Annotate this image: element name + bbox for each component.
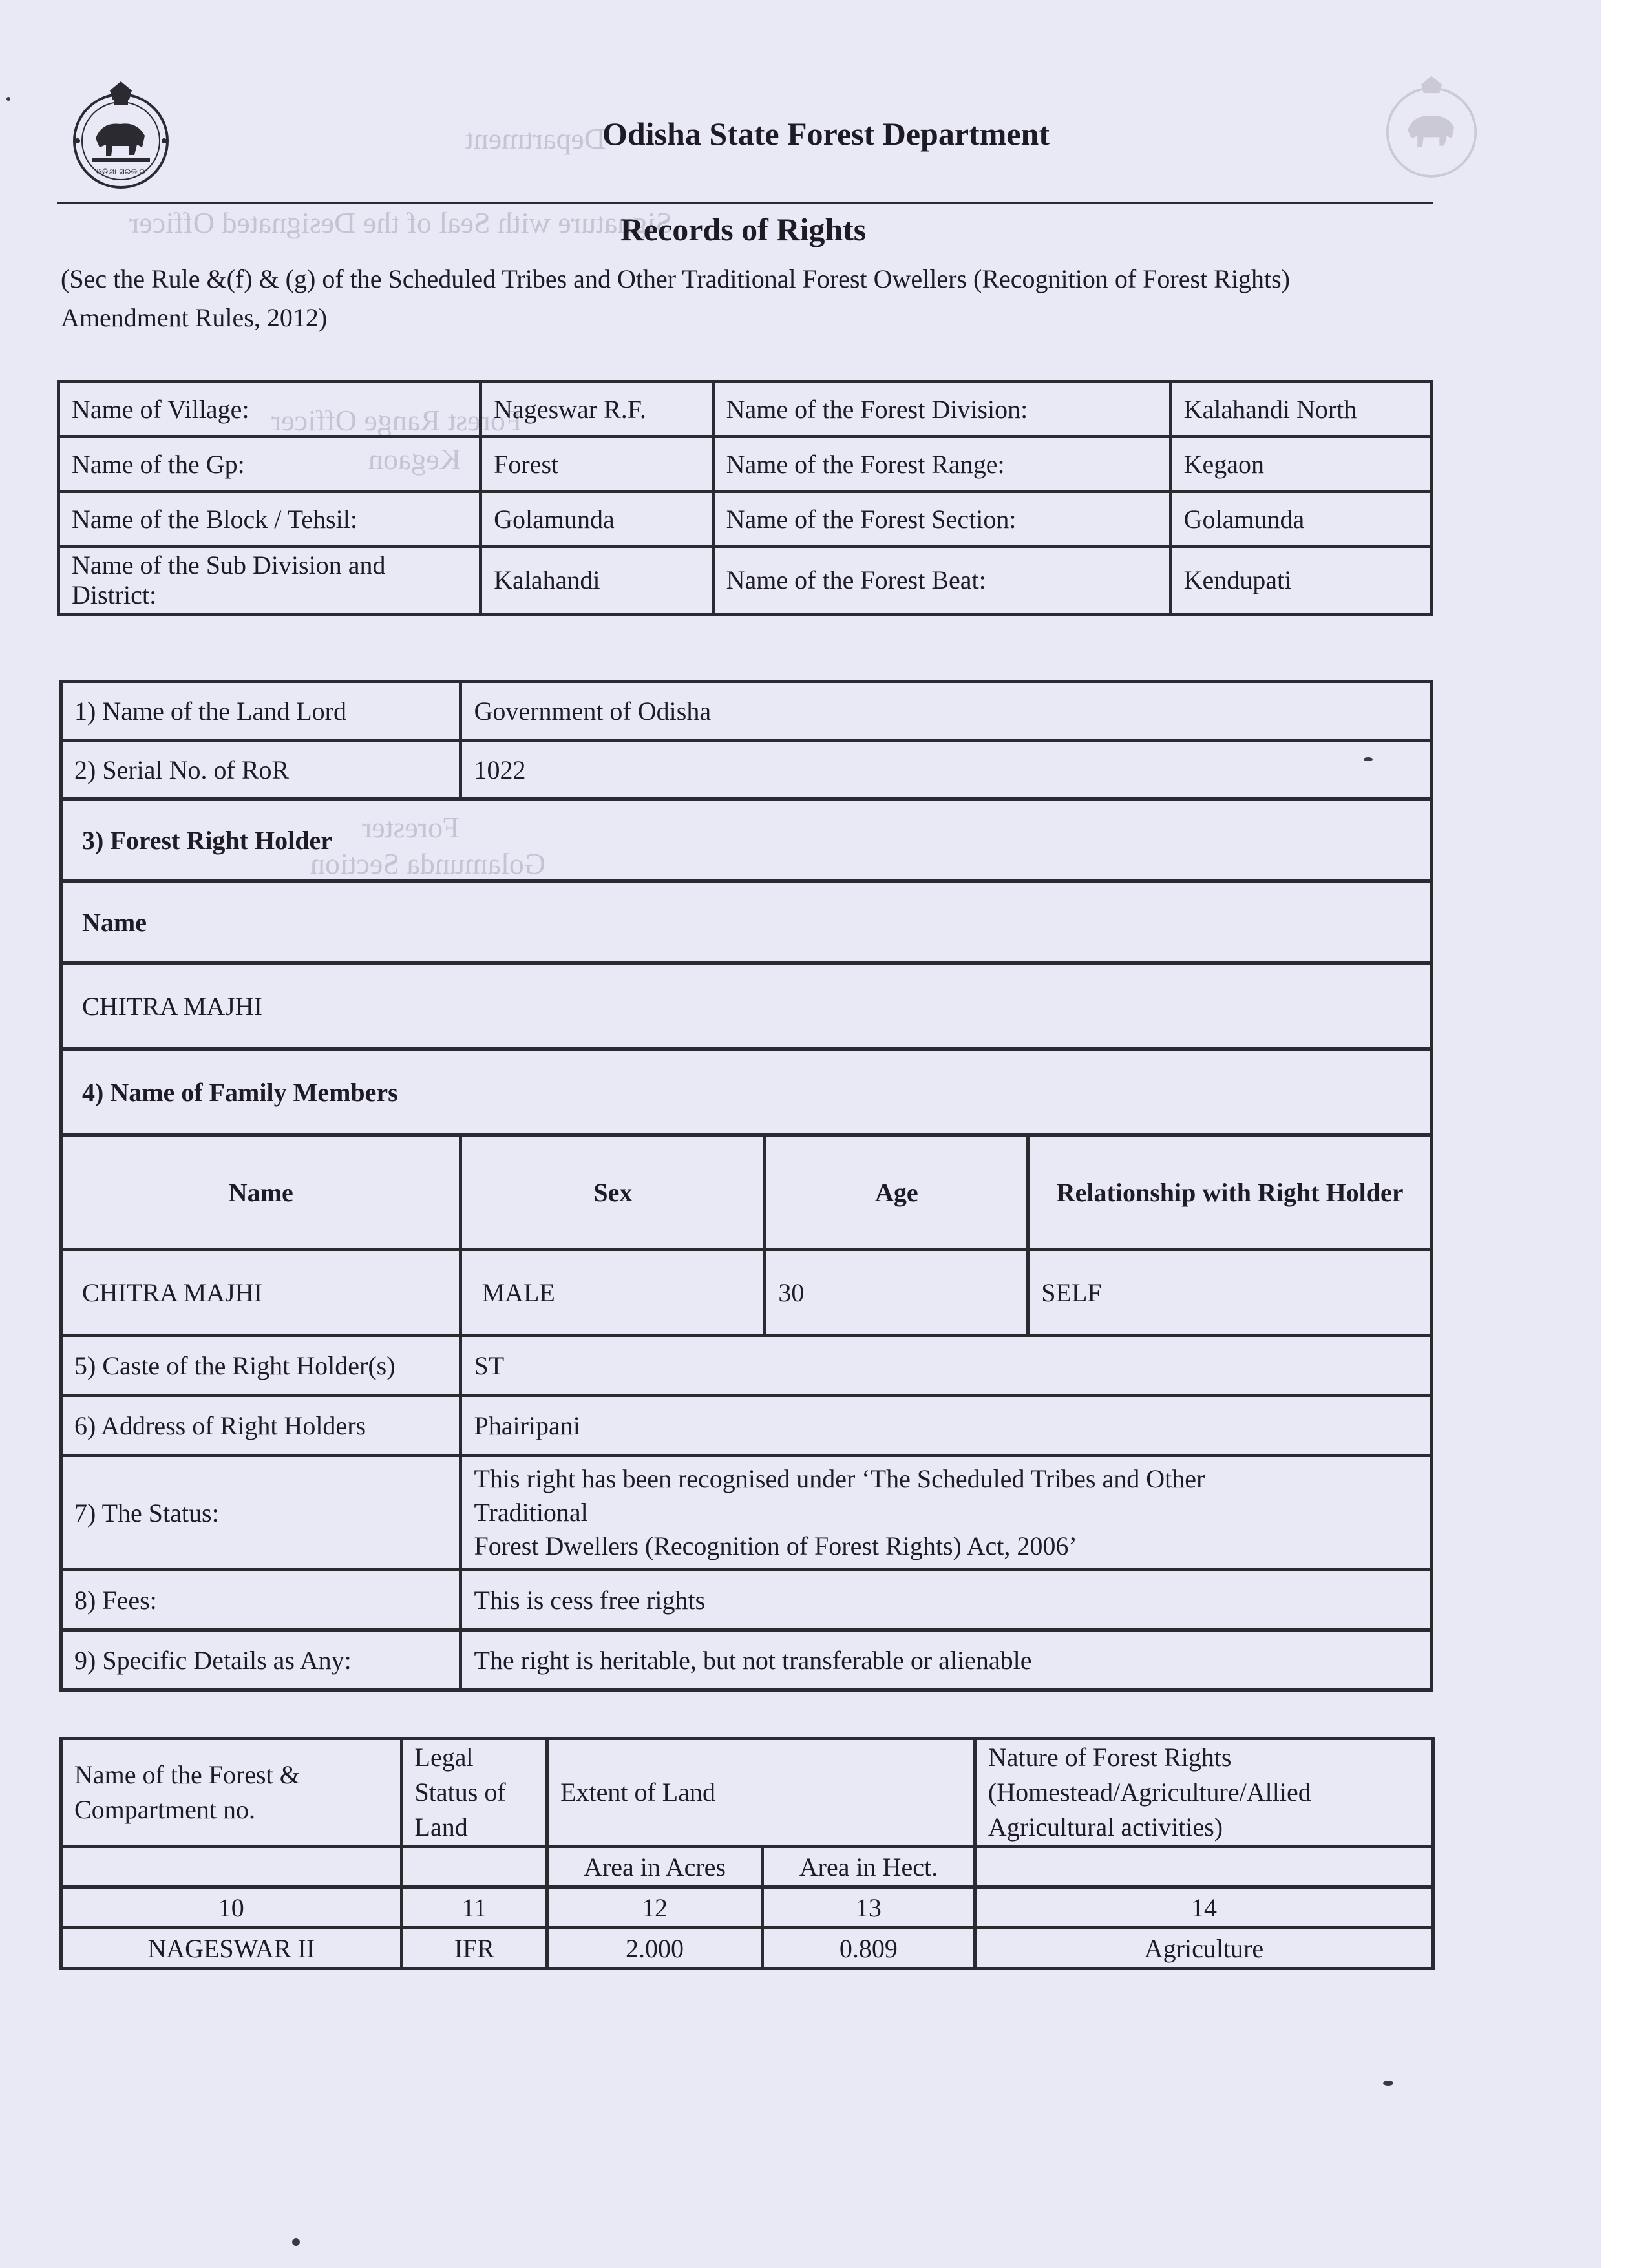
- landlord-row: [61, 682, 1432, 740]
- land-forest-value: NAGESWAR II: [61, 1928, 402, 1969]
- svg-text:ଓଡ଼ିଶା ସରକାର: ଓଡ଼ିଶା ସରକାର: [96, 167, 146, 177]
- land-sub-hect: Area in Hect.: [762, 1847, 975, 1887]
- scanner-margin: [1601, 0, 1648, 2268]
- land-sub-empty-2: [401, 1847, 547, 1887]
- member-name: CHITRA MAJHI: [61, 1250, 461, 1336]
- fees-label: 8) Fees:: [61, 1570, 461, 1630]
- land-legal-value: IFR: [401, 1928, 547, 1969]
- bleed-through-range-officer: Forest Range Officer: [271, 404, 522, 437]
- family-heading-row: [61, 1049, 1432, 1135]
- beat-value: Kendupati: [1170, 547, 1431, 614]
- gp-value: Forest: [481, 437, 713, 492]
- beat-label: Name of the Forest Beat:: [713, 547, 1170, 614]
- block-value: Golamunda: [481, 492, 713, 547]
- land-sub-empty-3: [975, 1847, 1433, 1887]
- status-label: 7) The Status:: [61, 1456, 461, 1570]
- details-label: 9) Specific Details as Any:: [61, 1630, 461, 1690]
- serial-value: 1022: [461, 740, 1432, 799]
- bleed-through-kegaon: Kegaon: [368, 443, 461, 476]
- details-value: The right is heritable, but not transferable or alienable: [461, 1630, 1432, 1690]
- land-num-14: 14: [975, 1887, 1433, 1928]
- land-hect-value: 0.809: [762, 1928, 975, 1969]
- village-value: Nageswar R.F.: [481, 382, 713, 437]
- land-col-nature: Nature of Forest Rights (Homestead/Agriculture/Allied Agricultural activities): [975, 1739, 1433, 1847]
- holder-heading-row: [61, 799, 1432, 881]
- village-label: Name of Village:: [59, 382, 481, 437]
- status-value: [461, 1456, 1432, 1570]
- family-col-name: Name: [61, 1135, 461, 1250]
- preamble-text: (Sec the Rule &(f) & (g) of the Scheduled Tribes and Other Traditional Forest Owellers (Recognition of Forest Rights) Amendment Rules, 2012): [61, 264, 1290, 332]
- holder-name-row: [61, 963, 1432, 1049]
- land-col-extent: Extent of Land: [547, 1739, 975, 1847]
- caste-row: [61, 1336, 1432, 1396]
- division-value: Kalahandi North: [1170, 382, 1431, 437]
- caste-value: ST: [461, 1336, 1432, 1396]
- landlord-label: 1) Name of the Land Lord: [61, 682, 461, 740]
- section-label: Name of the Forest Section:: [713, 492, 1170, 547]
- member-relationship: SELF: [1028, 1250, 1432, 1336]
- status-line-3: Forest Dwellers (Recognition of Forest Rights) Act, 2006’: [474, 1531, 1077, 1560]
- bleed-through-section: Golamunda Section: [310, 847, 546, 880]
- block-label: Name of the Block / Tehsil:: [59, 492, 481, 547]
- record-table: [59, 680, 1433, 1692]
- scan-speck: [1383, 2081, 1393, 2086]
- range-label: Name of the Forest Range:: [713, 437, 1170, 492]
- family-col-relationship: Relationship with Right Holder: [1028, 1135, 1432, 1250]
- member-sex: MALE: [461, 1250, 765, 1336]
- address-row: [61, 1396, 1432, 1456]
- holder-heading: 3) Forest Right Holder: [61, 799, 1432, 881]
- family-col-age: Age: [765, 1135, 1028, 1250]
- land-num-10: 10: [61, 1887, 402, 1928]
- family-header-row: [61, 1135, 1432, 1250]
- subdivision-label: Name of the Sub Division and District:: [59, 547, 481, 614]
- address-label: 6) Address of Right Holders: [61, 1396, 461, 1456]
- section-value: Golamunda: [1170, 492, 1431, 547]
- land-num-11: 11: [401, 1887, 547, 1928]
- land-subheader-row: [61, 1847, 1433, 1887]
- details-row: [61, 1630, 1432, 1690]
- land-num-13: 13: [762, 1887, 975, 1928]
- family-member-row: [61, 1250, 1432, 1336]
- serial-row: [61, 740, 1432, 799]
- land-sub-acres: Area in Acres: [547, 1847, 763, 1887]
- land-data-row: [61, 1928, 1433, 1969]
- land-col-legal: Legal Status of Land: [401, 1739, 547, 1847]
- land-col-forest: Name of the Forest & Compartment no.: [61, 1739, 402, 1847]
- bleed-through-forester: Forester: [362, 811, 460, 844]
- land-num-12: 12: [547, 1887, 763, 1928]
- bleed-through-department: Department: [465, 122, 606, 155]
- address-value: Phairipani: [461, 1396, 1432, 1456]
- scan-speck: [292, 2238, 300, 2246]
- status-line-1: This right has been recognised under ‘The Scheduled Tribes and Other: [474, 1464, 1205, 1493]
- gp-label: Name of the Gp:: [59, 437, 481, 492]
- name-heading: Name: [61, 881, 1432, 963]
- location-table: [57, 380, 1433, 616]
- land-nature-value: Agriculture: [975, 1928, 1433, 1969]
- holder-name: CHITRA MAJHI: [61, 963, 1432, 1049]
- bleed-through-signature: Signature with Seal of the Designated Officer: [129, 206, 672, 239]
- scan-speck: [1364, 757, 1373, 761]
- fees-value: This is cess free rights: [461, 1570, 1432, 1630]
- department-title: Odisha State Forest Department: [602, 116, 1050, 152]
- member-age: 30: [765, 1250, 1028, 1336]
- status-line-2: Traditional: [474, 1498, 588, 1527]
- land-number-row: [61, 1887, 1433, 1928]
- serial-label: 2) Serial No. of RoR: [61, 740, 461, 799]
- land-sub-empty-1: [61, 1847, 402, 1887]
- family-col-sex: Sex: [461, 1135, 765, 1250]
- fees-row: [61, 1570, 1432, 1630]
- land-table: [59, 1737, 1435, 1970]
- location-row-3: [59, 492, 1432, 547]
- location-row-1: [59, 382, 1432, 437]
- range-value: Kegaon: [1170, 437, 1431, 492]
- status-row: [61, 1456, 1432, 1570]
- landlord-value: Government of Odisha: [461, 682, 1432, 740]
- subdivision-value: Kalahandi: [481, 547, 713, 614]
- location-row-2: [59, 437, 1432, 492]
- land-acres-value: 2.000: [547, 1928, 763, 1969]
- family-heading: 4) Name of Family Members: [61, 1049, 1432, 1135]
- scan-speck: [6, 97, 10, 101]
- location-row-4: [59, 547, 1432, 614]
- header-divider: [57, 202, 1433, 204]
- document-title: Records of Rights: [620, 211, 867, 247]
- division-label: Name of the Forest Division:: [713, 382, 1170, 437]
- name-heading-row: [61, 881, 1432, 963]
- land-header-row: [61, 1739, 1433, 1847]
- caste-label: 5) Caste of the Right Holder(s): [61, 1336, 461, 1396]
